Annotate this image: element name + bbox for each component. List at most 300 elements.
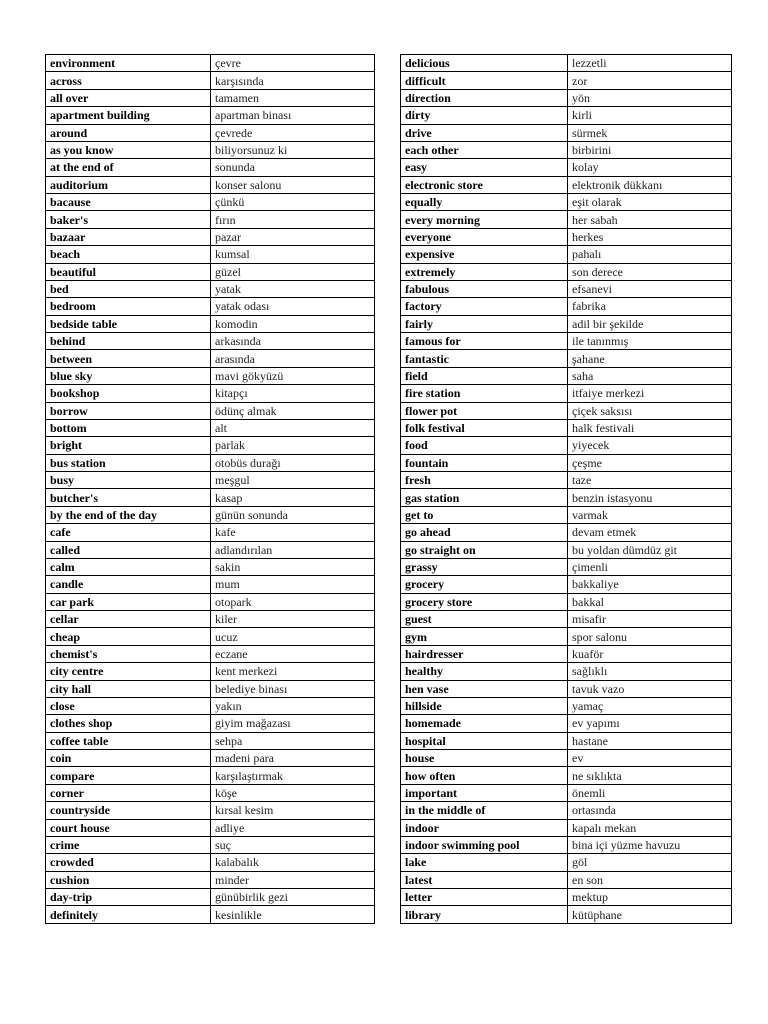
english-term: across	[46, 72, 211, 89]
turkish-translation: ucuz	[211, 628, 375, 645]
english-term: chemist's	[46, 645, 211, 662]
english-term: each other	[401, 141, 568, 158]
vocab-row	[46, 906, 375, 923]
english-term: fantastic	[401, 350, 568, 367]
vocab-row	[46, 472, 375, 489]
vocab-row	[46, 871, 375, 888]
vocab-row	[401, 715, 732, 732]
vocab-row	[401, 558, 732, 575]
english-term: flower pot	[401, 402, 568, 419]
turkish-translation: kasap	[211, 489, 375, 506]
turkish-translation: sehpa	[211, 732, 375, 749]
english-term: environment	[46, 55, 211, 72]
english-term: clothes shop	[46, 715, 211, 732]
turkish-translation: alt	[211, 419, 375, 436]
english-term: bazaar	[46, 228, 211, 245]
turkish-translation: fırın	[211, 211, 375, 228]
turkish-translation: meşgul	[211, 472, 375, 489]
english-term: guest	[401, 611, 568, 628]
vocab-row	[46, 72, 375, 89]
vocab-row	[401, 315, 732, 332]
vocab-row	[401, 593, 732, 610]
turkish-translation: birbirini	[568, 141, 732, 158]
turkish-translation: adil bir şekilde	[568, 315, 732, 332]
vocab-row	[401, 367, 732, 384]
turkish-translation: misafir	[568, 611, 732, 628]
vocab-table-right-body	[401, 55, 732, 924]
turkish-translation: mektup	[568, 889, 732, 906]
vocab-row	[46, 419, 375, 436]
turkish-translation: güzel	[211, 263, 375, 280]
turkish-translation: karşısında	[211, 72, 375, 89]
english-term: as you know	[46, 141, 211, 158]
vocab-row	[46, 89, 375, 106]
vocab-row	[401, 124, 732, 141]
vocab-row	[401, 541, 732, 558]
turkish-translation: eczane	[211, 645, 375, 662]
turkish-translation: günün sonunda	[211, 506, 375, 523]
turkish-translation: spor salonu	[568, 628, 732, 645]
english-term: lake	[401, 854, 568, 871]
vocab-row	[401, 402, 732, 419]
vocab-row	[46, 732, 375, 749]
vocab-row	[46, 55, 375, 72]
english-term: beautiful	[46, 263, 211, 280]
vocab-row	[401, 194, 732, 211]
turkish-translation: elektronik dükkanı	[568, 176, 732, 193]
turkish-translation: önemli	[568, 784, 732, 801]
vocab-table-left	[45, 54, 375, 924]
english-term: famous for	[401, 333, 568, 350]
turkish-translation: adlandırılan	[211, 541, 375, 558]
turkish-translation: köşe	[211, 784, 375, 801]
english-term: hillside	[401, 697, 568, 714]
vocab-row	[401, 228, 732, 245]
turkish-translation: yiyecek	[568, 437, 732, 454]
english-term: apartment building	[46, 107, 211, 124]
english-term: extremely	[401, 263, 568, 280]
english-term: crime	[46, 836, 211, 853]
english-term: busy	[46, 472, 211, 489]
english-term: bookshop	[46, 385, 211, 402]
vocab-row	[46, 385, 375, 402]
english-term: hen vase	[401, 680, 568, 697]
turkish-translation: taze	[568, 472, 732, 489]
english-term: fresh	[401, 472, 568, 489]
english-term: crowded	[46, 854, 211, 871]
english-term: every morning	[401, 211, 568, 228]
english-term: everyone	[401, 228, 568, 245]
english-term: coffee table	[46, 732, 211, 749]
turkish-translation: devam etmek	[568, 524, 732, 541]
turkish-translation: çünkü	[211, 194, 375, 211]
vocab-row	[46, 628, 375, 645]
turkish-translation: çimenli	[568, 558, 732, 575]
turkish-translation: kumsal	[211, 246, 375, 263]
vocab-row	[46, 750, 375, 767]
vocab-row	[46, 854, 375, 871]
turkish-translation: suç	[211, 836, 375, 853]
vocab-row	[401, 211, 732, 228]
english-term: fairly	[401, 315, 568, 332]
turkish-translation: kütüphane	[568, 906, 732, 923]
turkish-translation: saha	[568, 367, 732, 384]
turkish-translation: adliye	[211, 819, 375, 836]
english-term: easy	[401, 159, 568, 176]
vocab-row	[401, 472, 732, 489]
vocab-row	[46, 454, 375, 471]
vocab-row	[401, 454, 732, 471]
vocab-row	[46, 350, 375, 367]
english-term: drive	[401, 124, 568, 141]
english-term: grocery store	[401, 593, 568, 610]
vocab-row	[46, 836, 375, 853]
english-term: electronic store	[401, 176, 568, 193]
vocab-row	[46, 889, 375, 906]
english-term: calm	[46, 558, 211, 575]
english-term: bacause	[46, 194, 211, 211]
turkish-translation: çeşme	[568, 454, 732, 471]
english-term: at the end of	[46, 159, 211, 176]
vocab-row	[46, 802, 375, 819]
vocab-row	[46, 315, 375, 332]
vocab-row	[46, 558, 375, 575]
english-term: gas station	[401, 489, 568, 506]
vocab-row	[401, 889, 732, 906]
turkish-translation: yatak odası	[211, 298, 375, 315]
turkish-translation: kafe	[211, 524, 375, 541]
english-term: blue sky	[46, 367, 211, 384]
turkish-translation: hastane	[568, 732, 732, 749]
english-term: important	[401, 784, 568, 801]
vocab-row	[401, 385, 732, 402]
vocab-row	[46, 159, 375, 176]
turkish-translation: yön	[568, 89, 732, 106]
english-term: folk festival	[401, 419, 568, 436]
english-term: cheap	[46, 628, 211, 645]
turkish-translation: konser salonu	[211, 176, 375, 193]
vocab-table-left-body	[46, 55, 375, 924]
vocab-row	[401, 802, 732, 819]
turkish-translation: biliyorsunuz ki	[211, 141, 375, 158]
vocab-row	[46, 819, 375, 836]
vocab-row	[401, 72, 732, 89]
english-term: go straight on	[401, 541, 568, 558]
english-term: cellar	[46, 611, 211, 628]
english-term: direction	[401, 89, 568, 106]
english-term: dirty	[401, 107, 568, 124]
vocab-row	[46, 611, 375, 628]
turkish-translation: kolay	[568, 159, 732, 176]
turkish-translation: giyim mağazası	[211, 715, 375, 732]
turkish-translation: sürmek	[568, 124, 732, 141]
turkish-translation: yakın	[211, 697, 375, 714]
english-term: cushion	[46, 871, 211, 888]
vocab-row	[46, 141, 375, 158]
vocab-row	[46, 697, 375, 714]
vocab-row	[401, 645, 732, 662]
english-term: equally	[401, 194, 568, 211]
english-term: bottom	[46, 419, 211, 436]
vocab-row	[46, 506, 375, 523]
turkish-translation: otobüs durağı	[211, 454, 375, 471]
english-term: difficult	[401, 72, 568, 89]
vocab-row	[46, 576, 375, 593]
english-term: bus station	[46, 454, 211, 471]
turkish-translation: bakkaliye	[568, 576, 732, 593]
turkish-translation: belediye binası	[211, 680, 375, 697]
vocab-row	[401, 750, 732, 767]
vocab-row	[46, 176, 375, 193]
english-term: healthy	[401, 663, 568, 680]
turkish-translation: parlak	[211, 437, 375, 454]
turkish-translation: madeni para	[211, 750, 375, 767]
turkish-translation: en son	[568, 871, 732, 888]
turkish-translation: pazar	[211, 228, 375, 245]
vocab-row	[401, 836, 732, 853]
english-term: fountain	[401, 454, 568, 471]
turkish-translation: tamamen	[211, 89, 375, 106]
english-term: beach	[46, 246, 211, 263]
turkish-translation: eşit olarak	[568, 194, 732, 211]
english-term: bedside table	[46, 315, 211, 332]
turkish-translation: tavuk vazo	[568, 680, 732, 697]
english-term: how often	[401, 767, 568, 784]
turkish-translation: çevrede	[211, 124, 375, 141]
turkish-translation: ortasında	[568, 802, 732, 819]
english-term: library	[401, 906, 568, 923]
vocab-row	[46, 211, 375, 228]
english-term: bright	[46, 437, 211, 454]
turkish-translation: çevre	[211, 55, 375, 72]
turkish-translation: fabrika	[568, 298, 732, 315]
vocab-row	[46, 715, 375, 732]
turkish-translation: sonunda	[211, 159, 375, 176]
english-term: between	[46, 350, 211, 367]
english-term: cafe	[46, 524, 211, 541]
turkish-translation: kiler	[211, 611, 375, 628]
vocab-row	[401, 697, 732, 714]
english-term: latest	[401, 871, 568, 888]
turkish-translation: günübirlik gezi	[211, 889, 375, 906]
vocab-row	[46, 246, 375, 263]
vocab-row	[46, 367, 375, 384]
vocab-row	[401, 141, 732, 158]
turkish-translation: otopark	[211, 593, 375, 610]
turkish-translation: ev yapımı	[568, 715, 732, 732]
turkish-translation: kent merkezi	[211, 663, 375, 680]
english-term: homemade	[401, 715, 568, 732]
vocab-row	[46, 263, 375, 280]
vocab-row	[46, 194, 375, 211]
turkish-translation: yamaç	[568, 697, 732, 714]
english-term: expensive	[401, 246, 568, 263]
english-term: field	[401, 367, 568, 384]
turkish-translation: itfaiye merkezi	[568, 385, 732, 402]
vocab-row	[46, 489, 375, 506]
turkish-translation: göl	[568, 854, 732, 871]
vocab-row	[401, 280, 732, 297]
english-term: get to	[401, 506, 568, 523]
english-term: behind	[46, 333, 211, 350]
vocab-row	[401, 576, 732, 593]
turkish-translation: kalabalık	[211, 854, 375, 871]
turkish-translation: bina içi yüzme havuzu	[568, 836, 732, 853]
turkish-translation: çiçek saksısı	[568, 402, 732, 419]
vocab-row	[401, 767, 732, 784]
turkish-translation: kirli	[568, 107, 732, 124]
vocab-row	[401, 663, 732, 680]
vocab-row	[46, 593, 375, 610]
vocab-row	[401, 489, 732, 506]
english-term: auditorium	[46, 176, 211, 193]
english-term: gym	[401, 628, 568, 645]
vocab-row	[46, 767, 375, 784]
english-term: called	[46, 541, 211, 558]
turkish-translation: pahalı	[568, 246, 732, 263]
turkish-translation: minder	[211, 871, 375, 888]
vocab-row	[401, 350, 732, 367]
english-term: all over	[46, 89, 211, 106]
english-term: bed	[46, 280, 211, 297]
turkish-translation: efsanevi	[568, 280, 732, 297]
english-term: around	[46, 124, 211, 141]
turkish-translation: benzin istasyonu	[568, 489, 732, 506]
vocab-row	[46, 228, 375, 245]
english-term: hospital	[401, 732, 568, 749]
english-term: fabulous	[401, 280, 568, 297]
turkish-translation: son derece	[568, 263, 732, 280]
english-term: candle	[46, 576, 211, 593]
vocab-row	[401, 159, 732, 176]
english-term: day-trip	[46, 889, 211, 906]
english-term: borrow	[46, 402, 211, 419]
turkish-translation: apartman binası	[211, 107, 375, 124]
turkish-translation: ödünç almak	[211, 402, 375, 419]
english-term: go ahead	[401, 524, 568, 541]
vocab-row	[46, 645, 375, 662]
turkish-translation: herkes	[568, 228, 732, 245]
vocab-row	[401, 333, 732, 350]
vocab-row	[401, 89, 732, 106]
vocab-row	[401, 246, 732, 263]
turkish-translation: kesinlikle	[211, 906, 375, 923]
vocab-row	[401, 437, 732, 454]
english-term: hairdresser	[401, 645, 568, 662]
vocab-row	[401, 263, 732, 280]
english-term: indoor	[401, 819, 568, 836]
turkish-translation: arkasında	[211, 333, 375, 350]
english-term: car park	[46, 593, 211, 610]
english-term: grassy	[401, 558, 568, 575]
english-term: by the end of the day	[46, 506, 211, 523]
vocab-row	[401, 176, 732, 193]
turkish-translation: sağlıklı	[568, 663, 732, 680]
vocab-row	[46, 663, 375, 680]
turkish-translation: karşılaştırmak	[211, 767, 375, 784]
english-term: coin	[46, 750, 211, 767]
vocab-row	[401, 732, 732, 749]
turkish-translation: bu yoldan dümdüz git	[568, 541, 732, 558]
english-term: baker's	[46, 211, 211, 228]
vocab-row	[46, 333, 375, 350]
english-term: letter	[401, 889, 568, 906]
vocab-row	[401, 680, 732, 697]
turkish-translation: bakkal	[568, 593, 732, 610]
turkish-translation: kırsal kesim	[211, 802, 375, 819]
turkish-translation: ile tanınmış	[568, 333, 732, 350]
english-term: indoor swimming pool	[401, 836, 568, 853]
turkish-translation: yatak	[211, 280, 375, 297]
turkish-translation: lezzetli	[568, 55, 732, 72]
vocab-row	[46, 280, 375, 297]
turkish-translation: halk festivali	[568, 419, 732, 436]
vocab-row	[46, 107, 375, 124]
english-term: court house	[46, 819, 211, 836]
vocab-row	[401, 871, 732, 888]
english-term: food	[401, 437, 568, 454]
vocab-row	[401, 506, 732, 523]
turkish-translation: şahane	[568, 350, 732, 367]
turkish-translation: ev	[568, 750, 732, 767]
vocab-table-right	[400, 54, 732, 924]
vocab-row	[401, 906, 732, 923]
turkish-translation: kuaför	[568, 645, 732, 662]
turkish-translation: kapalı mekan	[568, 819, 732, 836]
turkish-translation: komodin	[211, 315, 375, 332]
vocab-row	[401, 419, 732, 436]
vocab-row	[401, 819, 732, 836]
english-term: in the middle of	[401, 802, 568, 819]
vocab-row	[46, 437, 375, 454]
english-term: house	[401, 750, 568, 767]
vocab-row	[401, 298, 732, 315]
english-term: definitely	[46, 906, 211, 923]
turkish-translation: kitapçı	[211, 385, 375, 402]
turkish-translation: mum	[211, 576, 375, 593]
english-term: countryside	[46, 802, 211, 819]
english-term: bedroom	[46, 298, 211, 315]
english-term: city centre	[46, 663, 211, 680]
english-term: close	[46, 697, 211, 714]
turkish-translation: ne sıklıkta	[568, 767, 732, 784]
turkish-translation: sakin	[211, 558, 375, 575]
english-term: delicious	[401, 55, 568, 72]
turkish-translation: zor	[568, 72, 732, 89]
turkish-translation: mavi gökyüzü	[211, 367, 375, 384]
english-term: city hall	[46, 680, 211, 697]
turkish-translation: arasında	[211, 350, 375, 367]
vocab-row	[401, 628, 732, 645]
vocab-row	[46, 402, 375, 419]
english-term: corner	[46, 784, 211, 801]
vocab-row	[401, 524, 732, 541]
vocab-row	[46, 298, 375, 315]
english-term: compare	[46, 767, 211, 784]
english-term: grocery	[401, 576, 568, 593]
vocab-row	[46, 524, 375, 541]
vocab-row	[46, 124, 375, 141]
vocab-row	[46, 680, 375, 697]
vocab-row	[46, 541, 375, 558]
turkish-translation: her sabah	[568, 211, 732, 228]
vocab-row	[401, 784, 732, 801]
vocab-row	[401, 55, 732, 72]
english-term: factory	[401, 298, 568, 315]
turkish-translation: varmak	[568, 506, 732, 523]
english-term: butcher's	[46, 489, 211, 506]
vocab-row	[46, 784, 375, 801]
